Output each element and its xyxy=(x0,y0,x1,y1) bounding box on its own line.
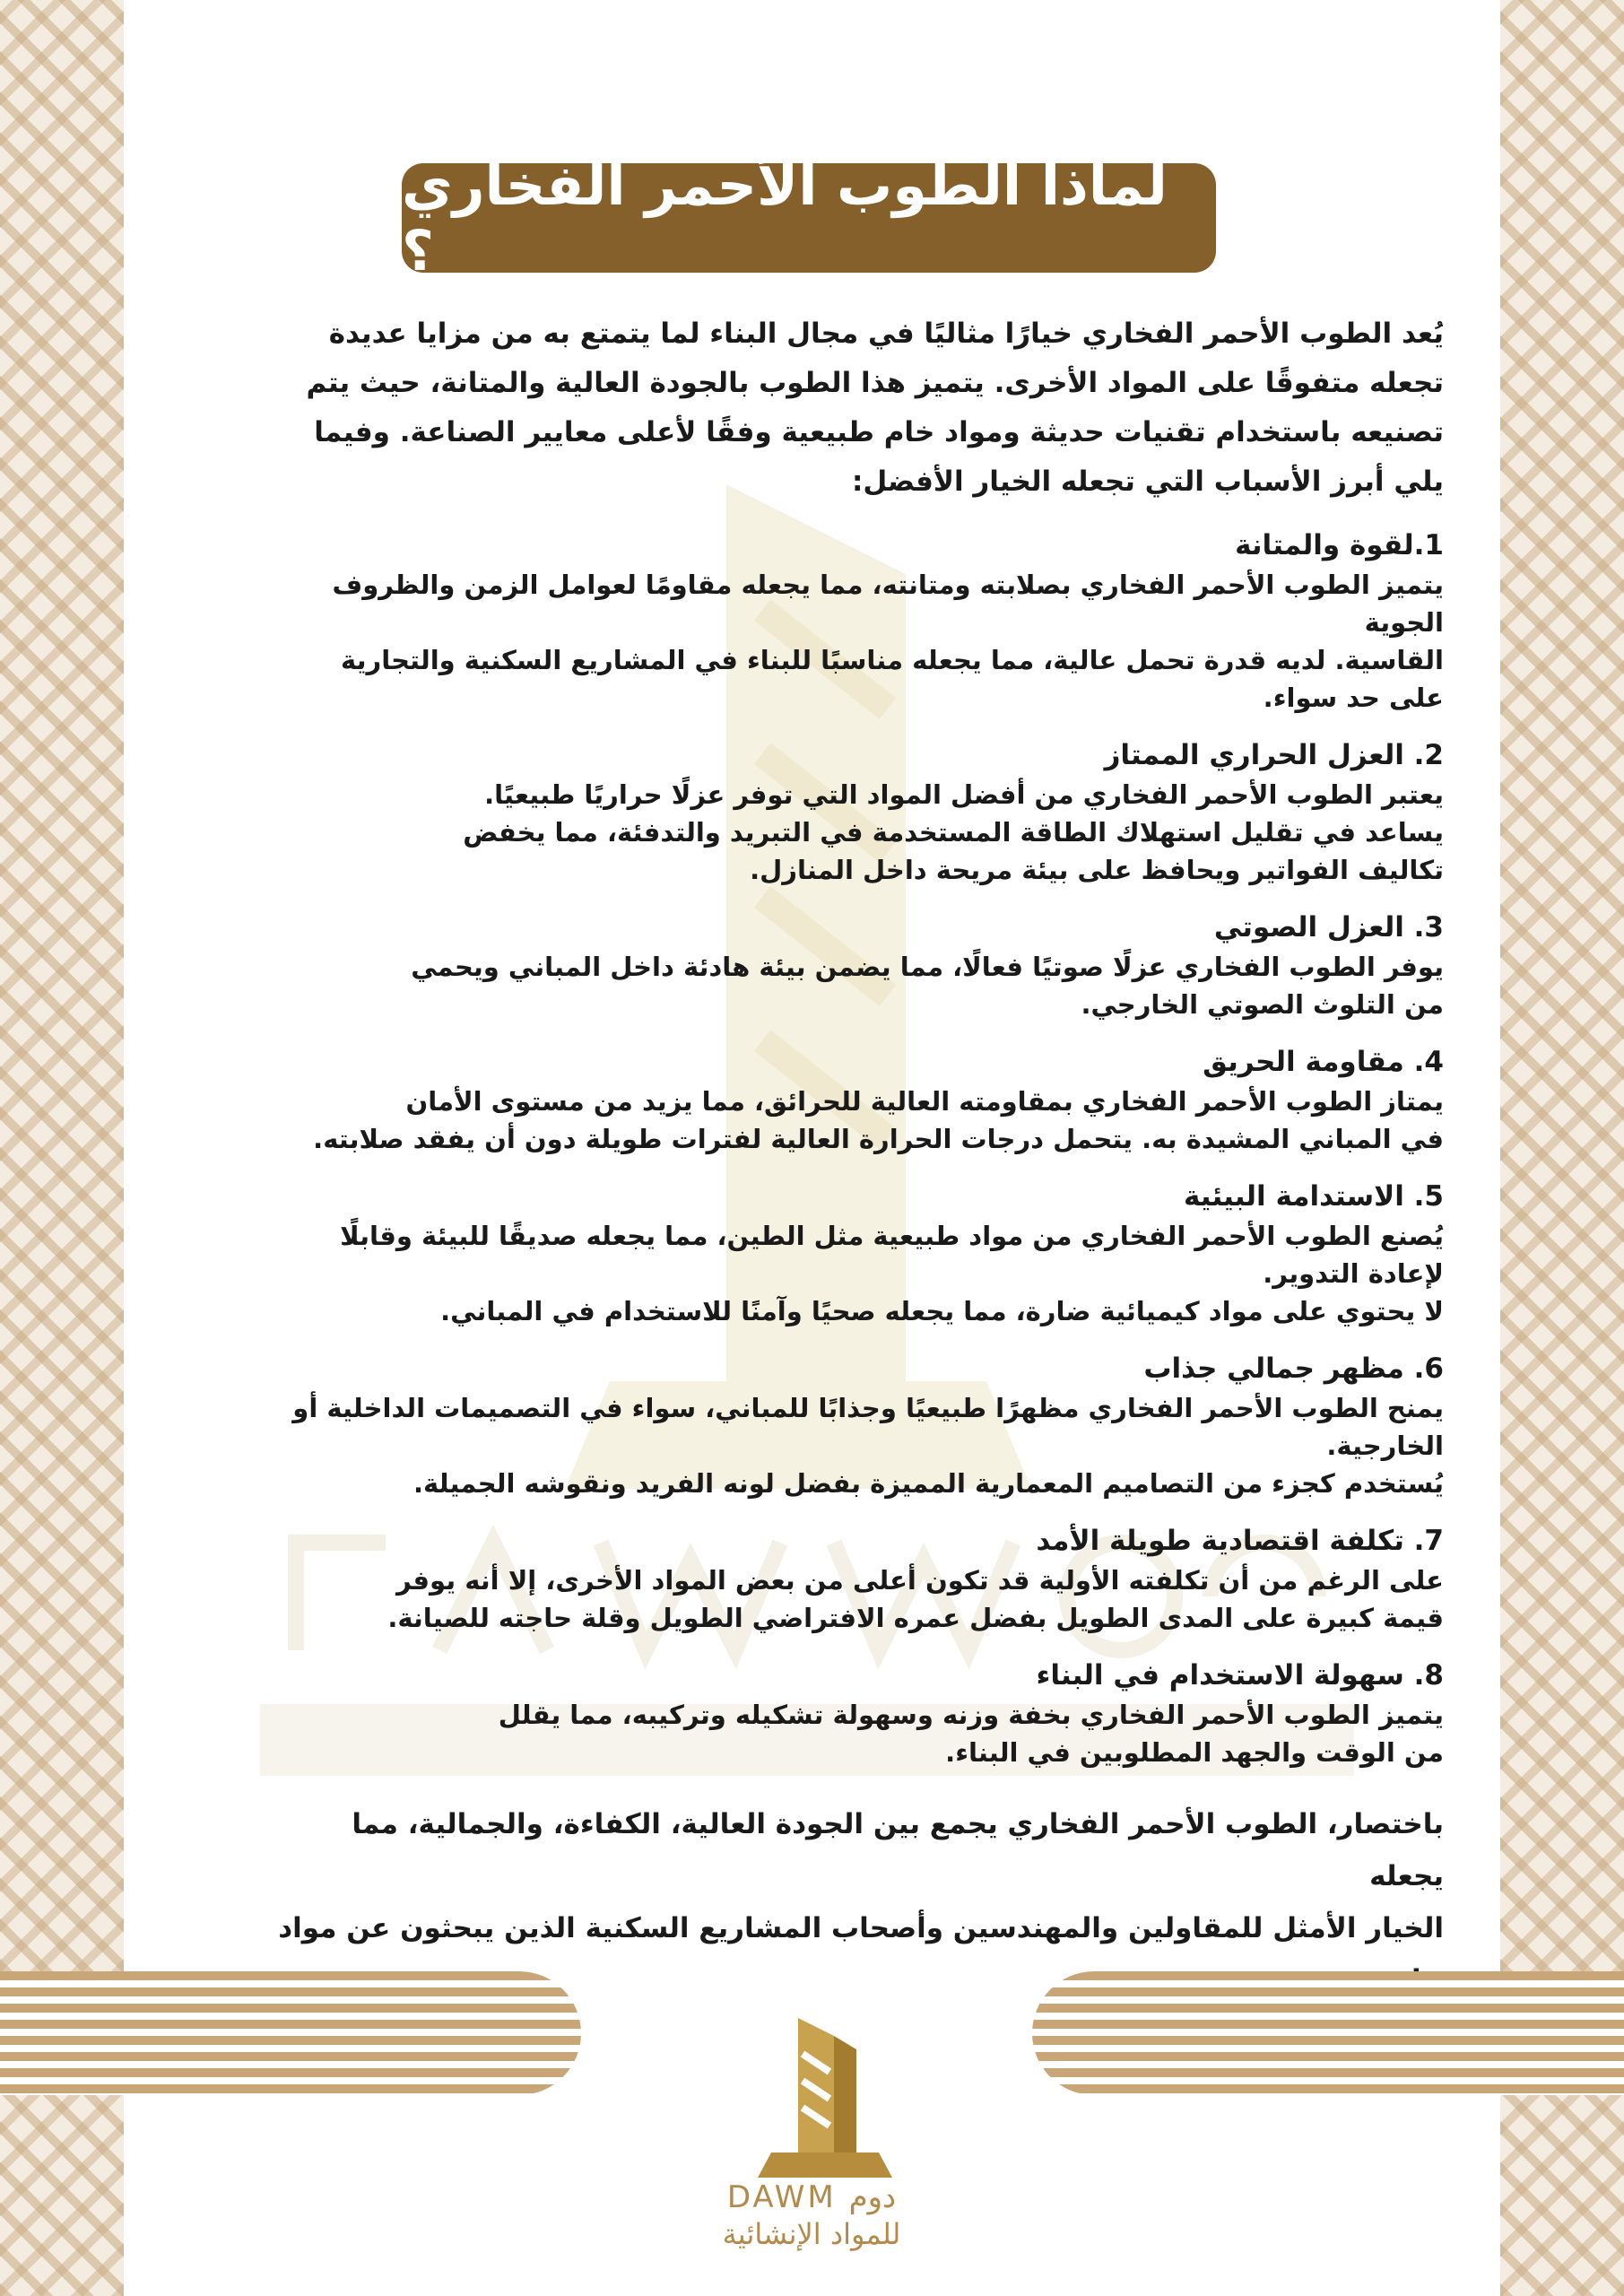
section-line: القاسية. لديه قدرة تحمل عالية، مما يجعله مناسبًا للبناء في المشاريع السكنية والتجارية على حد سواء. xyxy=(341,645,1444,713)
section-sustainability xyxy=(278,1176,1444,1330)
section-heading: 2. العزل الحراري الممتاز xyxy=(1104,739,1444,771)
section-line: يتميز الطوب الأحمر الفخاري بخفة وزنه وسهولة تشكيله وتركيبه، مما يقلل xyxy=(498,1700,1444,1730)
section-strength xyxy=(278,525,1444,717)
summary-line: باختصار، الطوب الأحمر الفخاري يجمع بين الجودة العالية، الكفاءة، والجمالية، مما يجعله xyxy=(352,1808,1444,1892)
intro-line: يُعد الطوب الأحمر الفخاري خيارًا مثاليًا في مجال البناء لما يتمتع به من مزايا عديدة xyxy=(328,317,1444,350)
section-line: تكاليف الفواتير ويحافظ على بيئة مريحة داخل المنازل. xyxy=(750,855,1444,885)
section-line: من الوقت والجهد المطلوبين في البناء. xyxy=(945,1737,1444,1768)
section-line: يساعد في تقليل استهلاك الطاقة المستخدمة في التبريد والتدفئة، مما يخفض xyxy=(463,817,1444,848)
section-heading: 5. الاستدامة البيئية xyxy=(1184,1180,1444,1213)
section-line: يُصنع الطوب الأحمر الفخاري من مواد طبيعية مثل الطين، مما يجعله صديقًا للبيئة وقابلًا لإعادة التدوير. xyxy=(340,1221,1444,1289)
decorative-border-right xyxy=(1500,0,1624,2296)
section-heading: 3. العزل الصوتي xyxy=(1213,911,1444,944)
section-heading: 4. مقاومة الحريق xyxy=(1203,1046,1444,1078)
section-line: يتميز الطوب الأحمر الفخاري بصلابته ومتانته، مما يجعله مقاومًا لعوامل الزمن والظروف الجوية xyxy=(332,570,1444,638)
section-heading: 6. مظهر جمالي جذاب xyxy=(1143,1352,1444,1385)
intro-paragraph xyxy=(278,309,1444,507)
section-ease-of-use xyxy=(278,1655,1444,1771)
section-line: في المباني المشيدة به. يتحمل درجات الحرارة العالية لفترات طويلة دون أن يفقد صلابته. xyxy=(313,1124,1444,1154)
intro-line: تجعله متفوقًا على المواد الأخرى. يتميز هذا الطوب بالجودة العالية والمتانة، حيث يتم xyxy=(306,367,1444,399)
section-heading: 8. سهولة الاستخدام في البناء xyxy=(1036,1659,1444,1692)
section-thermal-insulation xyxy=(278,735,1444,889)
section-economic-cost xyxy=(278,1520,1444,1637)
section-line: يمتاز الطوب الأحمر الفخاري بمقاومته العالية للحرائق، مما يزيد من مستوى الأمان xyxy=(405,1086,1444,1117)
section-sound-insulation xyxy=(278,907,1444,1023)
section-line: يعتبر الطوب الأحمر الفخاري من أفضل المواد التي توفر عزلًا حراريًا طبيعيًا. xyxy=(484,779,1444,810)
section-line: يُستخدم كجزء من التصاميم المعمارية المميزة بفضل لونه الفريد ونقوشه الجميلة. xyxy=(413,1468,1444,1499)
logo-tagline: للمواد الإنشائية xyxy=(722,2217,901,2251)
footer-stripes-right xyxy=(1032,1971,1624,2095)
logo-latin-text: DAWM دوم xyxy=(726,2179,897,2215)
section-heading: 7. تكلفة اقتصادية طويلة الأمد xyxy=(1036,1525,1444,1557)
section-heading: 1.لقوة والمتانة xyxy=(1235,529,1444,561)
summary-line: الخيار الأمثل للمقاولين والمهندسين وأصحاب المشاريع السكنية الذين يبحثون عن مواد xyxy=(278,1912,1444,1944)
content-area xyxy=(170,309,1444,2058)
title-banner xyxy=(402,152,1216,283)
section-line: من التلوث الصوتي الخارجي. xyxy=(1081,989,1444,1020)
decorative-border-left xyxy=(0,0,124,2296)
section-line: على الرغم من أن تكلفته الأولية قد تكون أعلى من بعض المواد الأخرى، إلا أنه يوفر xyxy=(396,1565,1444,1596)
intro-line: تصنيعه باستخدام تقنيات حديثة ومواد خام طبيعية وفقًا لأعلى معايير الصناعة. وفيما xyxy=(314,416,1444,448)
section-line: قيمة كبيرة على المدى الطويل بفضل عمره الافتراضي الطويل وقلة حاجته للصيانة. xyxy=(387,1603,1444,1633)
footer-stripes-left xyxy=(0,1971,581,2095)
section-fire-resistance xyxy=(278,1041,1444,1158)
section-aesthetics xyxy=(278,1348,1444,1502)
page-title: لماذا الطوب الأحمر الفخاري ؟ xyxy=(402,152,1168,283)
section-line: لا يحتوي على مواد كيميائية ضارة، مما يجعله صحيًا وآمنًا للاستخدام في المباني. xyxy=(440,1296,1444,1326)
section-line: يمنح الطوب الأحمر الفخاري مظهرًا طبيعيًا وجذابًا للمباني، سواء في التصميمات الداخلية أو الخارجية. xyxy=(292,1393,1444,1461)
intro-line: يلي أبرز الأسباب التي تجعله الخيار الأفضل: xyxy=(851,465,1444,498)
section-line: يوفر الطوب الفخاري عزلًا صوتيًا فعالًا، مما يضمن بيئة هادئة داخل المباني ويحمي xyxy=(411,952,1444,982)
